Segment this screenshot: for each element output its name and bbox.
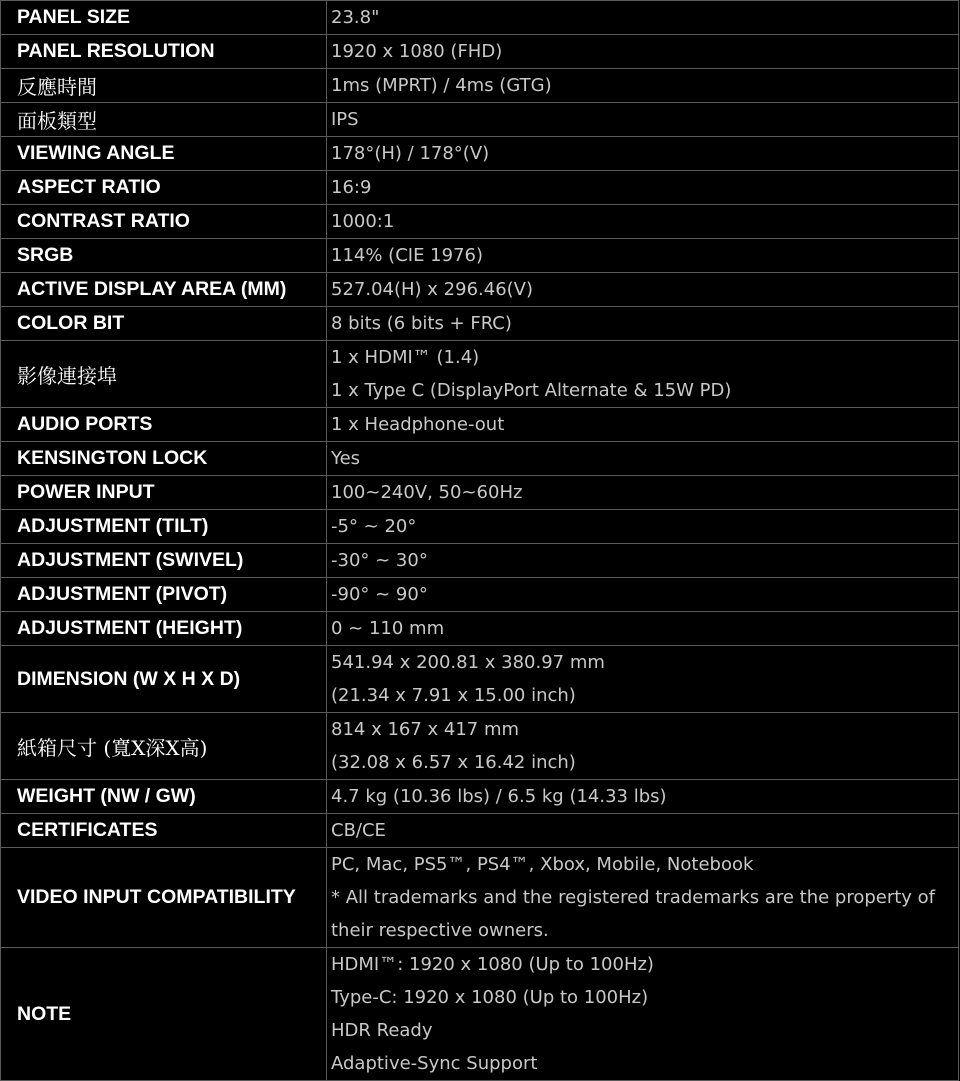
spec-value-line: * All trademarks and the registered trademarks are the property of [331,887,936,908]
spec-row [1,1,959,35]
spec-value-line: 16:9 [331,177,372,198]
spec-value-line: (32.08 x 6.57 x 16.42 inch) [331,752,576,773]
spec-label: ASPECT RATIO [1,171,327,205]
spec-value-line: (21.34 x 7.91 x 15.00 inch) [331,685,576,706]
spec-value [327,713,959,780]
spec-value [327,408,959,442]
spec-row [1,612,959,646]
spec-row [1,948,959,1081]
spec-label: 影像連接埠 [1,341,327,408]
spec-value-line: Adaptive-Sync Support [331,1053,538,1074]
spec-value-line: 1ms (MPRT) / 4ms (GTG) [331,75,552,96]
spec-value [327,1,959,35]
spec-value-line: their respective owners. [331,920,549,941]
spec-value [327,239,959,273]
spec-row [1,780,959,814]
spec-label: COLOR BIT [1,307,327,341]
spec-value [327,442,959,476]
spec-label: ADJUSTMENT (SWIVEL) [1,544,327,578]
spec-label: AUDIO PORTS [1,408,327,442]
spec-value [327,69,959,103]
spec-value [327,646,959,713]
spec-row [1,171,959,205]
spec-label: 面板類型 [1,103,327,137]
spec-value-line: 114% (CIE 1976) [331,245,484,266]
spec-label: NOTE [1,948,327,1081]
spec-label: VIDEO INPUT COMPATIBILITY [1,848,327,948]
spec-label: 紙箱尺寸 (寬X深X高) [1,713,327,780]
spec-row [1,408,959,442]
spec-label: VIEWING ANGLE [1,137,327,171]
spec-value-line: IPS [331,109,359,130]
spec-row [1,814,959,848]
spec-value [327,780,959,814]
spec-row [1,510,959,544]
spec-value [327,273,959,307]
spec-value-line: 8 bits (6 bits + FRC) [331,313,512,334]
spec-value-line: 541.94 x 200.81 x 380.97 mm [331,652,605,673]
spec-label: SRGB [1,239,327,273]
spec-row [1,544,959,578]
spec-label: ADJUSTMENT (HEIGHT) [1,612,327,646]
spec-row [1,307,959,341]
spec-value-line: 1 x Headphone-out [331,414,505,435]
spec-value [327,612,959,646]
spec-value-line: 23.8" [331,7,380,28]
spec-value-line: 1920 x 1080 (FHD) [331,41,503,62]
spec-value [327,205,959,239]
spec-value-line: 0 ~ 110 mm [331,618,445,639]
spec-value-line: HDR Ready [331,1020,433,1041]
spec-label: PANEL RESOLUTION [1,35,327,69]
spec-row [1,35,959,69]
spec-row [1,137,959,171]
spec-row [1,239,959,273]
spec-label: CONTRAST RATIO [1,205,327,239]
spec-value [327,476,959,510]
spec-label: CERTIFICATES [1,814,327,848]
spec-value-line: HDMI™: 1920 x 1080 (Up to 100Hz) [331,954,654,975]
spec-value-line: 814 x 167 x 417 mm [331,719,520,740]
spec-value-line: CB/CE [331,820,386,841]
spec-value [327,814,959,848]
spec-value [327,137,959,171]
spec-value-line: -5° ~ 20° [331,516,417,537]
spec-table-body [1,1,959,1081]
spec-label: DIMENSION (W X H X D) [1,646,327,713]
spec-row [1,273,959,307]
spec-label: ADJUSTMENT (PIVOT) [1,578,327,612]
spec-value [327,341,959,408]
spec-value-line: -90° ~ 90° [331,584,428,605]
spec-label: WEIGHT (NW / GW) [1,780,327,814]
spec-row [1,442,959,476]
spec-value [327,35,959,69]
spec-value [327,578,959,612]
spec-label: KENSINGTON LOCK [1,442,327,476]
spec-value [327,544,959,578]
spec-row [1,69,959,103]
spec-value [327,510,959,544]
spec-value [327,307,959,341]
spec-value-line: 178°(H) / 178°(V) [331,143,490,164]
spec-row [1,578,959,612]
spec-row [1,713,959,780]
spec-value [327,848,959,948]
spec-row [1,341,959,408]
spec-value-line: 1 x HDMI™ (1.4) [331,347,480,368]
spec-value-line: Yes [331,448,361,469]
spec-row [1,205,959,239]
spec-value-line: 527.04(H) x 296.46(V) [331,279,533,300]
spec-row [1,848,959,948]
spec-row [1,476,959,510]
spec-label: 反應時間 [1,69,327,103]
spec-value [327,171,959,205]
spec-label: PANEL SIZE [1,1,327,35]
spec-value-line: 1 x Type C (DisplayPort Alternate & 15W PD) [331,380,732,401]
spec-value-line: PC, Mac, PS5™, PS4™, Xbox, Mobile, Notebook [331,854,754,875]
spec-label: ADJUSTMENT (TILT) [1,510,327,544]
spec-value [327,948,959,1081]
spec-value-line: -30° ~ 30° [331,550,428,571]
spec-label: POWER INPUT [1,476,327,510]
spec-value-line: 4.7 kg (10.36 lbs) / 6.5 kg (14.33 lbs) [331,786,667,807]
spec-label: ACTIVE DISPLAY AREA (MM) [1,273,327,307]
spec-value-line: Type-C: 1920 x 1080 (Up to 100Hz) [331,987,649,1008]
spec-value-line: 1000:1 [331,211,395,232]
spec-value-line: 100~240V, 50~60Hz [331,482,523,503]
spec-row [1,646,959,713]
spec-row [1,103,959,137]
spec-value [327,103,959,137]
